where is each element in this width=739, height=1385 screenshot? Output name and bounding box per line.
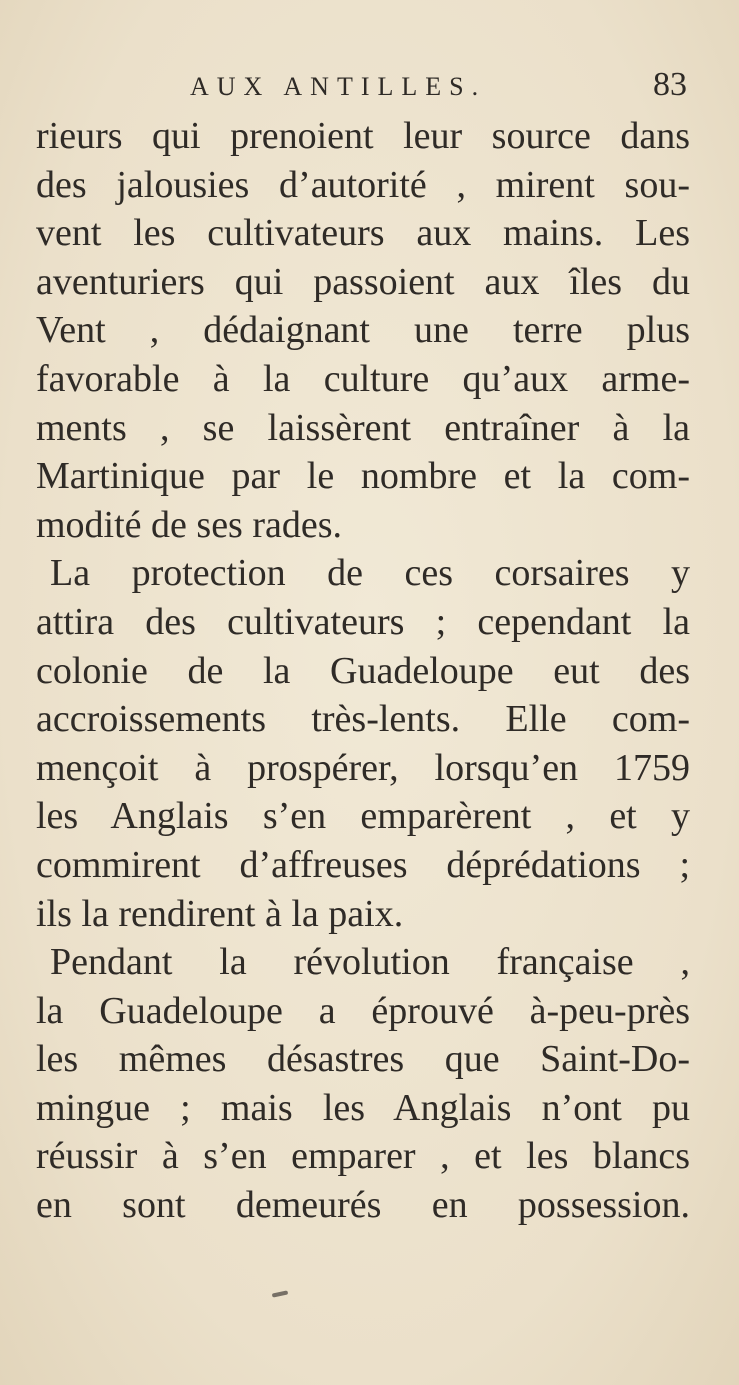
text-line: rieurs qui prenoient leur source dans [36,115,690,157]
text-line: Vent , dédaignant une terre plus [36,309,690,352]
text-line: aventuriers qui passoient aux îles du [36,260,690,303]
running-head: AUX ANTILLES. [190,72,487,101]
text-line: ils la rendirent à la paix. [36,892,404,935]
text-line: Pendant la révolution française , [50,941,690,984]
text-line: mingue ; mais les Anglais n’ont pu [36,1086,690,1129]
text-line: colonie de la Guadeloupe eut des [36,649,690,692]
text-line: commirent d’affreuses déprédations ; [36,843,690,886]
text-line: les mêmes désastres que Saint-Do- [36,1038,690,1081]
ink-smudge [272,1290,288,1297]
text-line: modité de ses rades. [36,503,343,546]
text-line: réussir à s’en emparer , et les blancs [36,1135,690,1178]
text-line: les Anglais s’en emparèrent , et y [36,795,690,838]
text-line: Martinique par le nombre et la com- [36,455,690,498]
text-line: favorable à la culture qu’aux arme- [36,357,690,400]
page-header [0,66,739,116]
text-line: vent les cultivateurs aux mains. Les [36,212,690,255]
text-line: en sont demeurés en possession. [36,1184,690,1227]
text-line: mençoit à prospérer, lorsqu’en 1759 [36,746,690,789]
body-text [36,112,690,1230]
text-line: ments , se laissèrent entraîner à la [36,406,690,449]
page-number: 83 [653,66,687,103]
text-line: La protection de ces corsaires y [50,552,690,595]
text-line: des jalousies d’autorité , mirent sou- [36,163,690,206]
text-line: la Guadeloupe a éprouvé à-peu-près [36,989,690,1032]
text-line: attira des cultivateurs ; cependant la [36,600,690,643]
text-line: accroissements très-lents. Elle com- [36,698,690,741]
